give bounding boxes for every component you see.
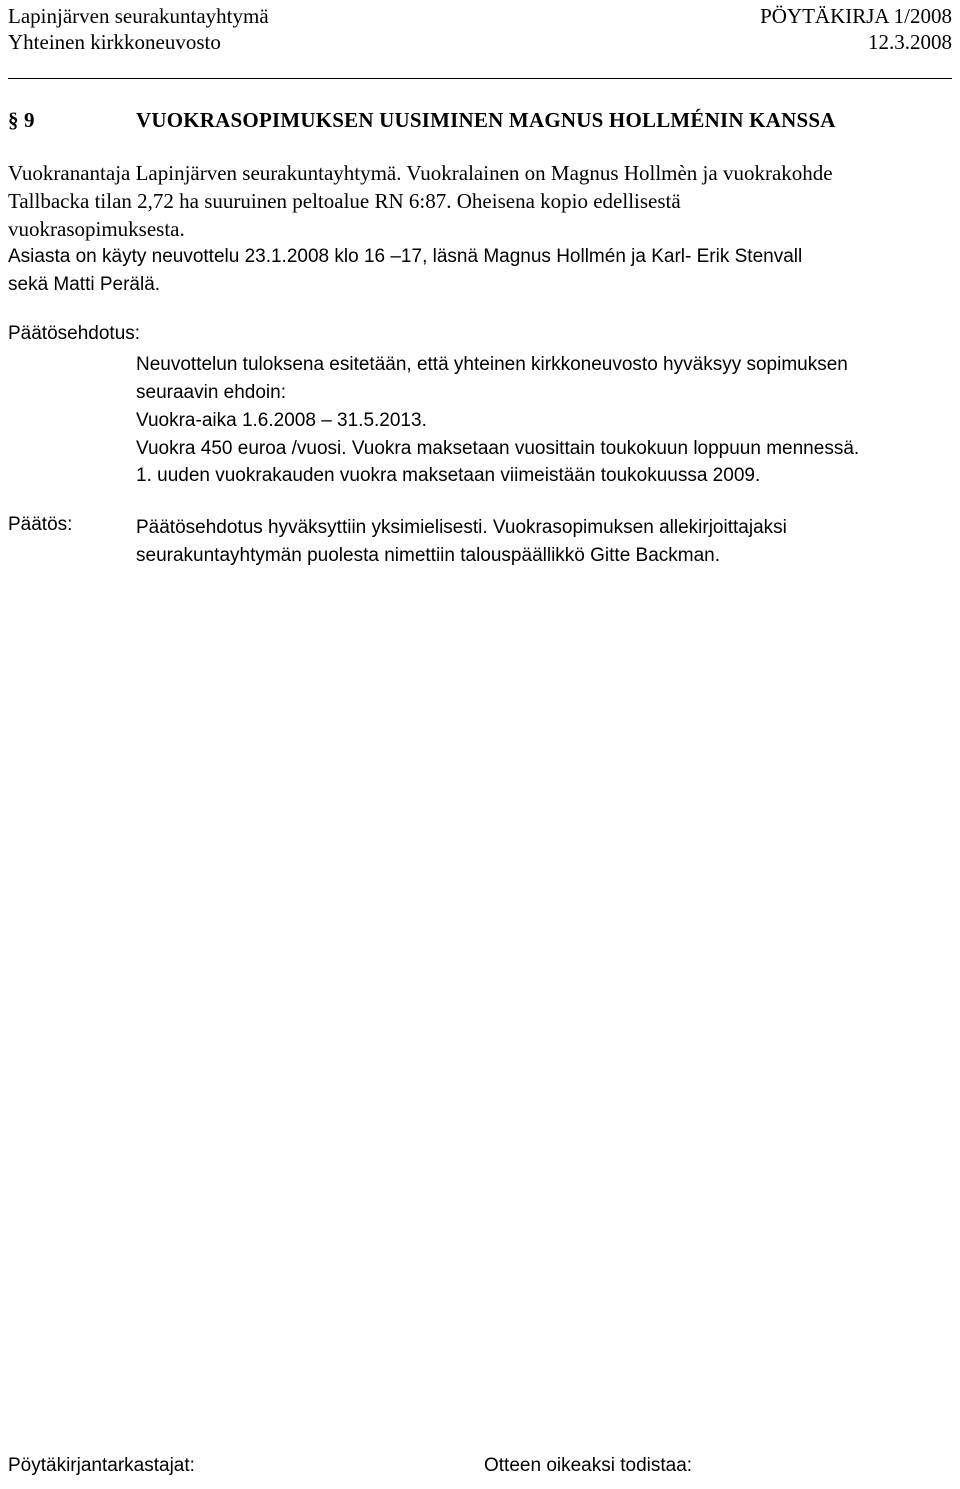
header-divider <box>8 78 952 79</box>
footer-certification-label: Otteen oikeaksi todistaa: <box>484 1455 693 1476</box>
document-type: PÖYTÄKIRJA 1/2008 <box>760 4 952 28</box>
proposal-line: Neuvottelun tuloksena esitetään, että yhteinen kirkkoneuvosto hyväksyy sopimuksen <box>136 354 848 375</box>
footer-reviewers-label: Pöytäkirjantarkastajat: <box>8 1455 195 1476</box>
decision-line: Päätösehdotus hyväksyttiin yksimielisesti. Vuokrasopimuksen allekirjoittajaksi <box>136 517 787 538</box>
decision-label: Päätös: <box>8 514 73 535</box>
organization-name: Lapinjärven seurakuntayhtymä <box>8 4 269 28</box>
intro-line: Vuokranantaja Lapinjärven seurakuntayhtymä. Vuokralainen on Magnus Hollmèn ja vuokrakohde <box>8 161 833 185</box>
section-title: VUOKRASOPIMUKSEN UUSIMINEN MAGNUS HOLLMÉNIN KANSSA <box>136 108 836 132</box>
decision-line: seurakuntayhtymän puolesta nimettiin talouspäällikkö Gitte Backman. <box>136 545 721 566</box>
intro-line: vuokrasopimuksesta. <box>8 217 185 241</box>
meeting-date: 12.3.2008 <box>868 30 952 54</box>
council-name: Yhteinen kirkkoneuvosto <box>8 30 221 54</box>
proposal-line: seuraavin ehdoin: <box>136 382 286 403</box>
proposal-line: Vuokra 450 euroa /vuosi. Vuokra maksetaan vuosittain toukokuun loppuun mennessä. <box>136 438 860 459</box>
section-number: 9 <box>24 108 35 132</box>
section-symbol: § <box>8 108 19 132</box>
intro-line: Asiasta on käyty neuvottelu 23.1.2008 klo 16 –17, läsnä Magnus Hollmén ja Karl- Erik Stenvall <box>8 246 803 267</box>
intro-line: Tallbacka tilan 2,72 ha suuruinen peltoalue RN 6:87. Oheisena kopio edellisestä <box>8 189 681 213</box>
proposal-label: Päätösehdotus: <box>8 323 141 344</box>
proposal-line: 1. uuden vuokrakauden vuokra maksetaan viimeistään toukokuussa 2009. <box>136 465 761 486</box>
intro-line: sekä Matti Perälä. <box>8 274 161 295</box>
proposal-line: Vuokra-aika 1.6.2008 – 31.5.2013. <box>136 410 427 431</box>
